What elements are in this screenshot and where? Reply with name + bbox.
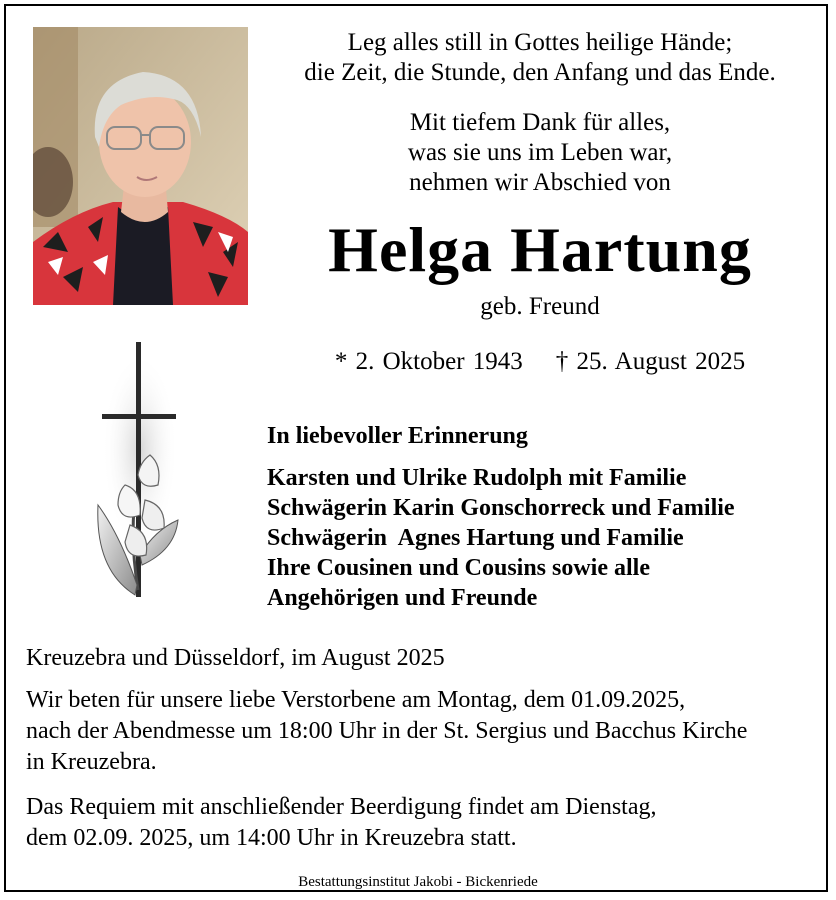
place-and-date: Kreuzebra und Düsseldorf, im August 2025 xyxy=(26,645,445,671)
maiden-name: geb. Freund xyxy=(480,293,600,320)
mourner-line: Angehörigen und Freunde xyxy=(267,585,538,611)
intro-line: was sie uns im Leben war, xyxy=(407,139,673,166)
requiem-line: dem 02.09. 2025, um 14:00 Uhr in Kreuzebra statt. xyxy=(26,825,517,851)
service-line: nach der Abendmesse um 18:00 Uhr in der St. Sergius und Bacchus Kirche xyxy=(26,718,748,744)
intro-line: nehmen wir Abschied von xyxy=(409,169,671,196)
mourner-line: Schwägerin Agnes Hartung und Familie xyxy=(267,525,684,551)
requiem-line: Das Requiem mit anschließender Beerdigung findet am Dienstag, xyxy=(26,794,657,820)
life-dates xyxy=(250,347,830,377)
verse-block xyxy=(250,28,830,88)
mourners-heading: In liebevoller Erinnerung xyxy=(267,423,528,449)
verse-line: Leg alles still in Gottes heilige Hände; xyxy=(347,29,733,56)
service-paragraph xyxy=(26,685,816,778)
mourner-line: Ihre Cousinen und Cousins sowie alle xyxy=(267,555,650,581)
service-line: in Kreuzebra. xyxy=(26,749,157,775)
mourner-line: Schwägerin Karin Gonschorreck und Familie xyxy=(267,495,735,521)
portrait-photo xyxy=(33,27,248,305)
birth-date: * 2. Oktober 1943 xyxy=(334,348,523,375)
verse-line: die Zeit, die Stunde, den Anfang und das Ende. xyxy=(304,59,776,86)
deceased-name: Helga Hartung xyxy=(328,214,752,285)
requiem-paragraph xyxy=(26,792,816,854)
intro-block xyxy=(250,108,830,198)
cross-with-calla-lilies-icon xyxy=(90,340,190,600)
service-line: Wir beten für unsere liebe Verstorbene am Montag, dem 01.09.2025, xyxy=(26,687,686,713)
funeral-home-credit: Bestattungsinstitut Jakobi - Bickenriede xyxy=(298,874,538,890)
mourner-line: Karsten und Ulrike Rudolph mit Familie xyxy=(267,465,687,491)
intro-line: Mit tiefem Dank für alles, xyxy=(409,109,671,136)
mourners-block xyxy=(267,421,735,613)
death-date: † 25. August 2025 xyxy=(555,348,746,375)
